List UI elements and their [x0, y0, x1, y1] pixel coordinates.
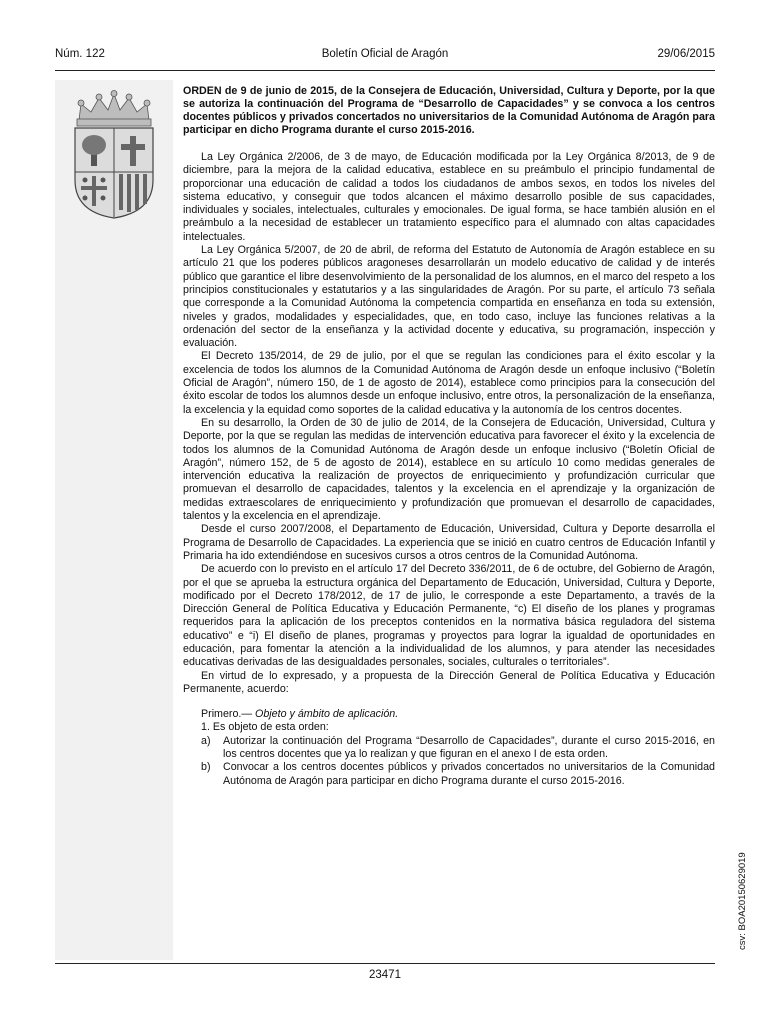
article-point: 1. Es objeto de esta orden:	[201, 721, 329, 734]
article-heading	[183, 708, 715, 721]
aragon-coat-of-arms-icon	[61, 90, 167, 220]
list-item-label: b)	[201, 761, 211, 774]
order-title: ORDEN de 9 de junio de 2015, de la Consejera de Educación, Universidad, Cultura y Deporte, por la que se autoriza la continuación del Programa de “Desarrollo de Capacidades” y se convoca a los centros docentes públicos y privados concertados no universitarios de la Comunidad Autónoma de Aragón para participar en dicho Programa durante el curso 2015-2016.	[183, 85, 715, 136]
paragraph: De acuerdo con lo previsto en el artículo 17 del Decreto 336/2011, de 6 de octubre, del Gobierno de Aragón, por el que se aprueba la estructura orgánica del Departamento de Educación, Universidad, Cultura y Deporte, modificado por el Decreto 178/2012, de 17 de julio, le corresponde a este Departamento, a través de la Dirección General de Política Educativa y Educación Permanente, “c) El diseño de los planes y programas requeridos para la aplicación de los preceptos contenidos en la normativa básica reguladora del sistema educativo” e “i) El diseño de planes, programas y proyectos para lograr la igualdad de oportunidades en educación, para fomentar la atención a la individualidad de los alumnos, y para atender las necesidades educativas derivadas de las desigualdades personales, sociales, culturales o territoriales”.	[183, 563, 715, 669]
article-title: Objeto y ámbito de aplicación.	[255, 708, 399, 721]
paragraph: En virtud de lo expresado, y a propuesta de la Dirección General de Política Educativa y Educación Permanente, acuerdo:	[183, 669, 715, 695]
list-item-label: a)	[201, 734, 211, 747]
issue-number: Núm. 122	[55, 48, 105, 60]
header-rule	[55, 70, 715, 71]
list-item-text: Autorizar la continuación del Programa “Desarrollo de Capacidades”, durante el curso 2015-2016, en los centros docentes que ya lo realizan y que figuran en el anexo I de esta orden.	[223, 734, 715, 761]
page-number: 23471	[369, 969, 401, 981]
paragraph: La Ley Orgánica 5/2007, de 20 de abril, de reforma del Estatuto de Autonomía de Aragón establece en su artículo 21 que los poderes públicos aragoneses desarrollarán un modelo educativo de calidad y de interés público que garantice el libre desenvolvimiento de la personalidad de los alumnos, en el marco del respeto a los principios constitucionales y estatutarios y a las singularidades de Aragón. Por su parte, el artículo 73 señala que corresponde a la Comunidad Autónoma la competencia compartida en enseñanza en toda su extensión, niveles y grados, modalidades y especialidades, que, en todo caso, incluye las funciones relativas a la ordenación del sector de la enseñanza y la actividad docente y educativa, su programación, inspección y evaluación.	[183, 244, 715, 350]
page-header	[55, 48, 715, 66]
paragraph: En su desarrollo, la Orden de 30 de julio de 2014, de la Consejera de Educación, Universidad, Cultura y Deporte, por la que se regulan las medidas de intervención educativa para favorecer el éxito y la excelencia de todos los alumnos de la Comunidad Autónoma de Aragón desde un enfoque inclusivo (“Boletín Oficial de Aragón”, número 152, de 5 de agosto de 2014), establece en su artículo 10 como medidas generales de intervención educativa la realización de proyectos de enriquecimiento y profundización curricular que promuevan el desarrollo de capacidades, talentos y la excelencia en el aprendizaje y la organización de medidas extraescolares de enriquecimiento y profundización que promuevan el desarrollo de capacidades, talentos y la excelencia en el aprendizaje.	[183, 416, 715, 523]
csv-code: csv: BOA20150629019	[737, 852, 748, 950]
article-label: Primero.—	[201, 708, 256, 721]
list-item-text: Convocar a los centros docentes públicos y privados concertados no universitarios de la Comunidad Autónoma de Aragón para participar en dicho Programa durante el curso 2015-2016.	[223, 761, 715, 787]
footer-rule	[55, 963, 715, 964]
paragraph: El Decreto 135/2014, de 29 de julio, por el que se regulan las condiciones para el éxito escolar y la excelencia de todos los alumnos de la Comunidad Autónoma de Aragón desde un enfoque inclusivo (“Boletín Oficial de Aragón”, número 150, de 1 de agosto de 2014), establece como principios para la consecución del éxito escolar de todos los alumnos desde un enfoque inclusivo, entre otros, la personalización de la enseñanza, la excelencia y la equidad como soportes de la calidad educativa y la autonomía de los centros docentes.	[183, 350, 715, 416]
section-gap	[183, 696, 715, 708]
publication-name: Boletín Oficial de Aragón	[321, 48, 449, 60]
left-margin-band	[55, 80, 173, 960]
paragraph: Desde el curso 2007/2008, el Departamento de Educación, Universidad, Cultura y Deporte desarrolla el Programa de Desarrollo de Capacidades. La experiencia que se inició en cuatro centros de Educación Infantil y Primaria ha ido extendiéndose en sucesivos cursos a otros centros de la Comunidad Autónoma.	[183, 523, 715, 562]
list-item	[183, 761, 715, 788]
publication-date: 29/06/2015	[657, 48, 715, 60]
document-body	[183, 80, 715, 788]
list-item	[183, 735, 715, 762]
paragraph: La Ley Orgánica 2/2006, de 3 de mayo, de Educación modificada por la Ley Orgánica 8/2013, de 9 de diciembre, para la mejora de la calidad educativa, establece en su preámbulo el principio fundamental de proporcionar una educación de calidad a todos los ciudadanos de ambos sexos, en todos los niveles del sistema educativo, y conseguir que todos alcancen el máximo desarrollo posible de sus capacidades, individuales y sociales, intelectuales, culturales y emocionales. De igual forma, se hace también alusión en el preámbulo a la necesidad de establecer un tratamiento específico para el alumnado con altas capacidades intelectuales.	[183, 151, 715, 243]
